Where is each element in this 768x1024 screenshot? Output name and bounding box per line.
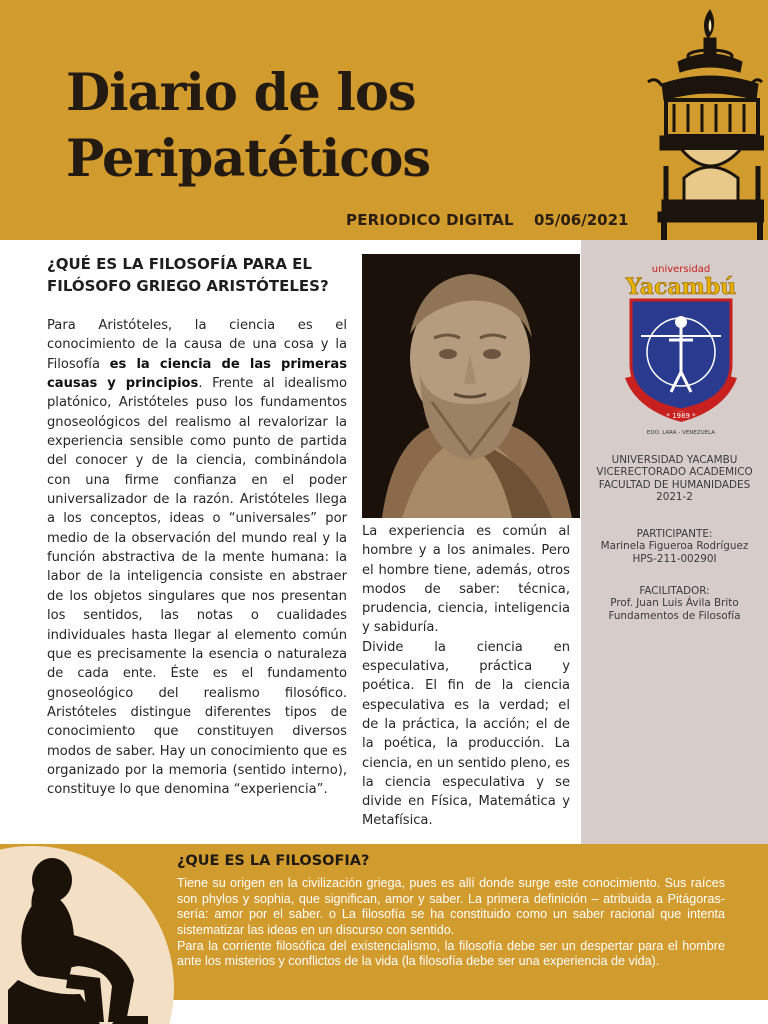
- institution-line: 2021-2: [656, 491, 693, 504]
- experience-paragraph: La experiencia es común al hombre y a los animales. Pero el hombre tiene, además, otros modos de saber: técnica, prudencia, ciencia, inteligencia y sabiduría.: [362, 524, 570, 636]
- article-body-left: [47, 316, 347, 800]
- logo-word-universidad: universidad: [651, 264, 711, 275]
- aristotle-bust-image: [362, 254, 580, 518]
- facilitator-label: FACILITADOR:: [639, 585, 710, 597]
- footer-body: [177, 876, 725, 970]
- footer-paragraph: Para la corriente filosófica del existencialismo, la filosofía debe ser un despertar para el hombre ante los misterios y conflictos de la vida (la filosofía debe ser una experiencia de vida).: [177, 938, 725, 969]
- participant-id: HPS-211-00290I: [632, 552, 717, 565]
- participant-name: Marinela Figueroa Rodríguez: [600, 540, 749, 553]
- oil-lamp-icon: [644, 6, 764, 240]
- publication-date: 05/06/2021: [534, 211, 629, 229]
- footer-paragraph: Tiene su origen en la civilización griega, pues es allí donde surge este conocimiento. Sus raíces son phylos y sophia, que significan, amor y saber. La primera definición – atribuida a Pitágoras- sería: amor por el saber. o La filosofía se ha constituido como un saber racional que intenta sistematizar las ideas en un discurso con sentido.: [177, 876, 725, 937]
- course-name: Fundamentos de Filosofía: [608, 609, 741, 622]
- title-line-2: Peripatéticos: [66, 129, 431, 189]
- edition-label: PERIODICO DIGITAL: [346, 211, 514, 229]
- science-division-paragraph: Divide la ciencia en especulativa, práctica y poética. El fin de la ciencia especulativa es la verdad; el de la práctica, la acción; el de la poética, la producción. La ciencia, en un sentido pleno, es la ciencia especulativa y se divide en Física, Matemática y Metafísica.: [362, 639, 570, 829]
- article-title: ¿QUÉ ES LA FILOSOFÍA PARA EL FILÓSOFO GRIEGO ARISTÓTELES?: [47, 255, 329, 295]
- facilitator-name: Prof. Juan Luis Ávila Brito: [610, 597, 739, 610]
- institution-line: FACULTAD DE HUMANIDADES: [598, 478, 751, 491]
- article-paragraph-start: Para Aristóteles, la ciencia es el conocimiento de la causa de una cosa y la Filosofía: [47, 318, 347, 372]
- logo-word-yacambu: Yacambú: [625, 274, 737, 300]
- thinker-silhouette-icon: [8, 850, 178, 1024]
- participant-block: [581, 528, 768, 565]
- institution-block: [581, 454, 768, 504]
- newspaper-title: [66, 60, 586, 192]
- participant-label: PARTICIPANTE:: [636, 528, 713, 540]
- facilitator-block: [581, 585, 768, 622]
- institution-line: UNIVERSIDAD YACAMBU: [611, 454, 738, 466]
- logo-founding-year: * 1989 *: [666, 412, 696, 420]
- article-body-middle: [362, 522, 570, 831]
- university-logo-icon: [617, 260, 745, 442]
- article-paragraph-rest: . Frente al idealismo platónico, Aristóteles puso los fundamentos gnoseológicos del realismo al revalorizar la experiencia sensible como punto de partida del conocer y de la ciencia, combinándola con una firme confianza en el poder universalizador de la razón. Aristóteles llega a los conceptos, ideas o “universales” por medio de la observación del mundo real y la función abstractiva de la mente humana: la labor de la inteligencia consiste en abstraer de los objetos singulares que nos presentan los sentidos, las notas o cualidades individuales hasta llegar al elemento común que es precisamente la esencia o naturaleza de cada ente. Éste es el fundamento gnoseológico del realismo filosófico. Aristóteles distingue diferentes tipos de conocimiento que constituyen diversos modos de saber. Hay un conocimiento que es organizado por la memoria (sentido interno), constituye lo que denomina “experiencia”.: [47, 376, 347, 798]
- footer-title: ¿QUE ES LA FILOSOFIA?: [177, 853, 370, 869]
- article-emphasis: es la ciencia de las primeras causas y principios: [47, 356, 347, 392]
- institution-line: VICERECTORADO ACADEMICO: [596, 466, 753, 479]
- credits-sidebar: [581, 240, 768, 844]
- logo-location: EDO. LARA - VENEZUELA: [646, 430, 716, 436]
- title-line-1: Diario de los: [66, 63, 416, 123]
